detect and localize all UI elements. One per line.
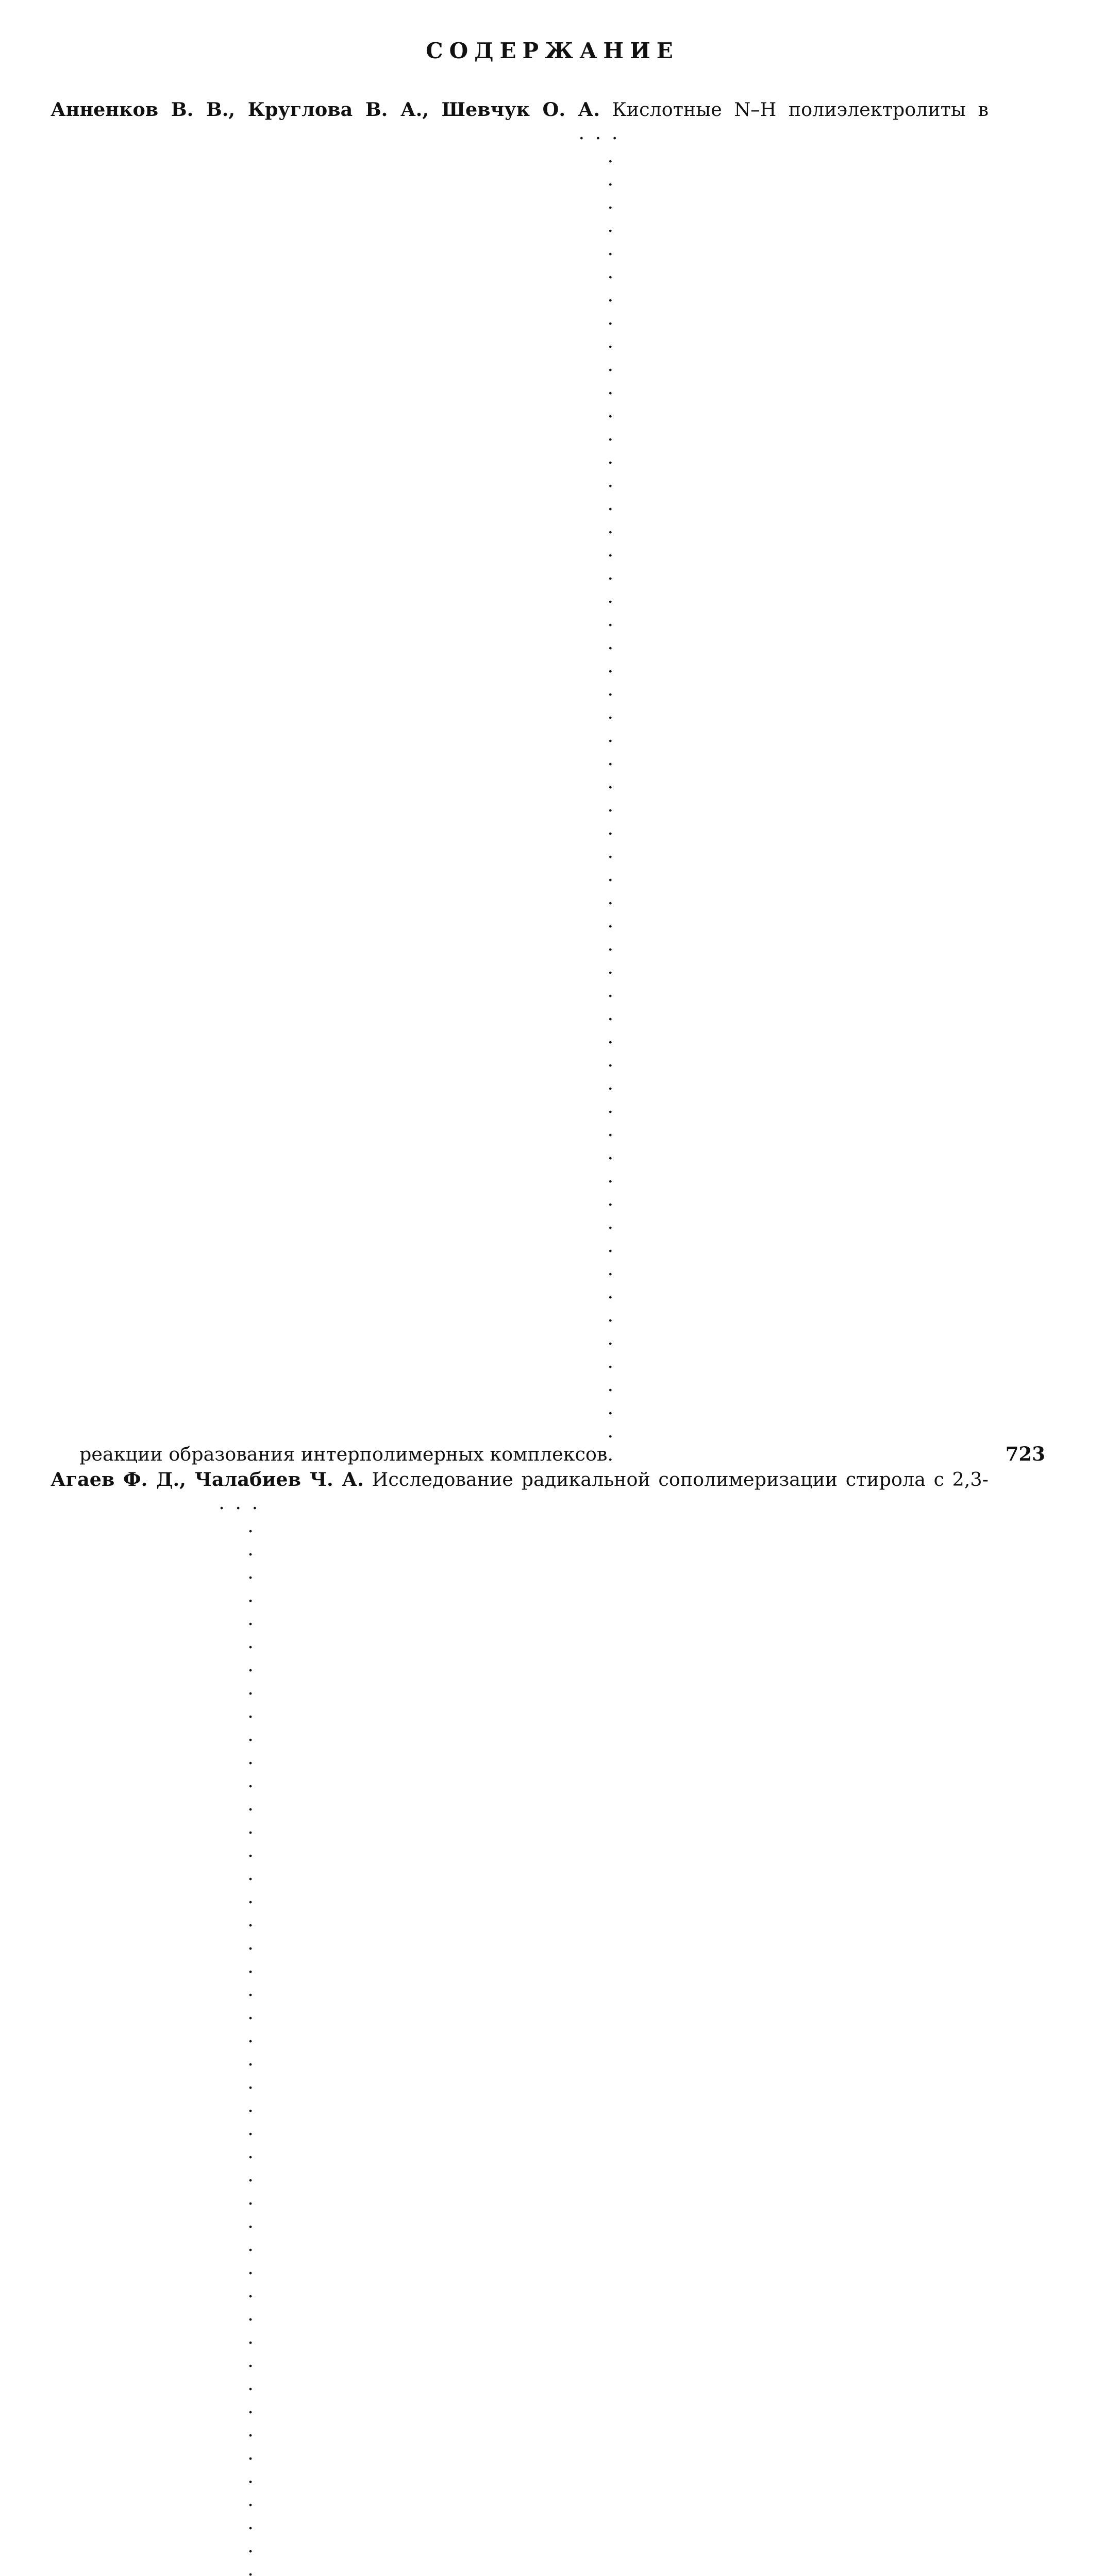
toc-entry-leader: . . . . . . . . . . . . . . . . . . . . . . . . . . . . . . . . . . . . . . . . . . . . . . . . . bbox=[247, 1491, 258, 2576]
toc-entry-leader: . . . . . . . . . . . . . . . . . . . . . . . . . . . . . . . . . . . . . . . . . . . . . . . . . . . . . . . . . . . . bbox=[607, 121, 617, 1466]
toc-entry-authors: Агаев Ф. Д., Чалабиев Ч. А. bbox=[51, 1468, 364, 1490]
toc-entry bbox=[51, 98, 1045, 1466]
toc-entry-title: Кислотные N–H полиэлектролиты в реакции образования интерполимерных комплексов bbox=[79, 98, 989, 1465]
toc-entry-page-number: 723 bbox=[994, 1443, 1045, 1466]
page-title: СОДЕРЖАНИЕ bbox=[0, 38, 1105, 63]
toc-entry-title: Исследование радикальной сополимеризации стирола с 2,3- bbox=[79, 1468, 989, 2576]
table-of-contents bbox=[51, 98, 1045, 2576]
toc-entry-text bbox=[51, 1468, 1045, 2576]
toc-entry bbox=[51, 1468, 1045, 2576]
toc-entry-authors: Анненков В. В., Круглова В. А., Шевчук О. А. bbox=[51, 98, 600, 121]
toc-entry-text bbox=[51, 98, 1045, 1466]
